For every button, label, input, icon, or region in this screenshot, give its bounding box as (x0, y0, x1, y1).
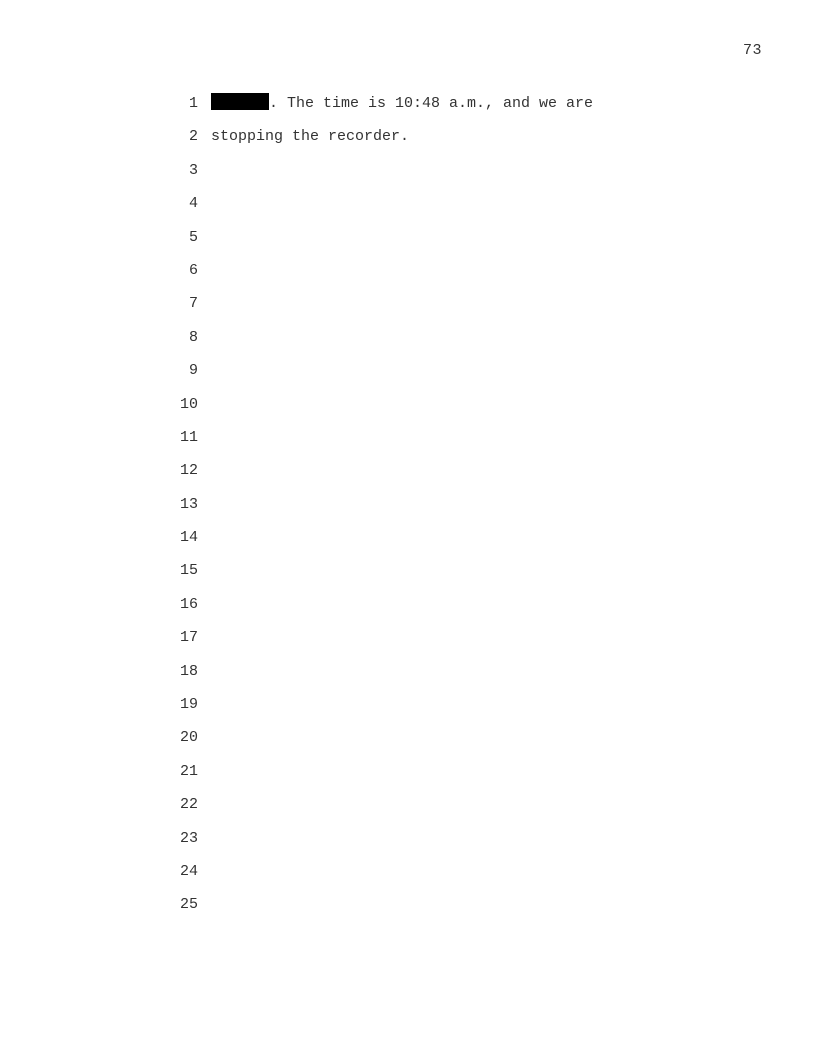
transcript-line (160, 788, 720, 821)
line-number: 11 (179, 428, 198, 446)
transcript-body (160, 87, 720, 922)
line-number: 24 (179, 862, 198, 880)
line-number: 17 (179, 629, 198, 647)
line-number: 9 (188, 362, 198, 380)
transcript-line (160, 521, 720, 554)
line-number: 15 (179, 562, 198, 580)
transcript-line (160, 120, 720, 153)
transcript-line (160, 287, 720, 320)
transcript-line (160, 421, 720, 454)
page-number: 73 (742, 42, 762, 59)
transcript-line (160, 621, 720, 654)
transcript-line (160, 154, 720, 187)
transcript-line (160, 354, 720, 387)
transcript-line (160, 87, 720, 120)
transcript-line (160, 721, 720, 754)
line-number: 25 (179, 896, 198, 914)
transcript-line (160, 454, 720, 487)
line-number: 12 (179, 462, 198, 480)
transcript-line (160, 554, 720, 587)
line-number: 10 (179, 395, 198, 413)
line-number: 23 (179, 829, 198, 847)
transcript-line (160, 488, 720, 521)
line-text-container (211, 87, 593, 120)
transcript-line (160, 822, 720, 855)
line-text: . The time is 10:48 a.m., and we are (269, 95, 594, 112)
line-number: 22 (179, 796, 198, 814)
transcript-line (160, 755, 720, 788)
line-number: 2 (188, 128, 198, 146)
line-number: 13 (179, 495, 198, 513)
line-number: 4 (188, 195, 198, 213)
line-number: 18 (179, 662, 198, 680)
redaction-box (211, 93, 269, 110)
transcript-line (160, 588, 720, 621)
transcript-line (160, 321, 720, 354)
line-number: 6 (188, 261, 198, 279)
line-number: 3 (188, 161, 198, 179)
transcript-line (160, 855, 720, 888)
transcript-line (160, 254, 720, 287)
line-text: stopping the recorder. (211, 128, 410, 146)
transcript-line (160, 388, 720, 421)
line-number: 7 (188, 295, 198, 313)
transcript-line (160, 187, 720, 220)
transcript-line (160, 655, 720, 688)
line-number: 5 (188, 228, 198, 246)
transcript-line (160, 221, 720, 254)
line-number: 1 (188, 95, 198, 112)
line-text-container (211, 120, 409, 153)
transcript-line (160, 888, 720, 921)
line-number: 16 (179, 595, 198, 613)
line-number: 14 (179, 529, 198, 547)
line-number: 8 (188, 328, 198, 346)
line-number: 21 (179, 762, 198, 780)
transcript-line (160, 688, 720, 721)
line-number: 19 (179, 696, 198, 714)
line-number: 20 (179, 729, 198, 747)
